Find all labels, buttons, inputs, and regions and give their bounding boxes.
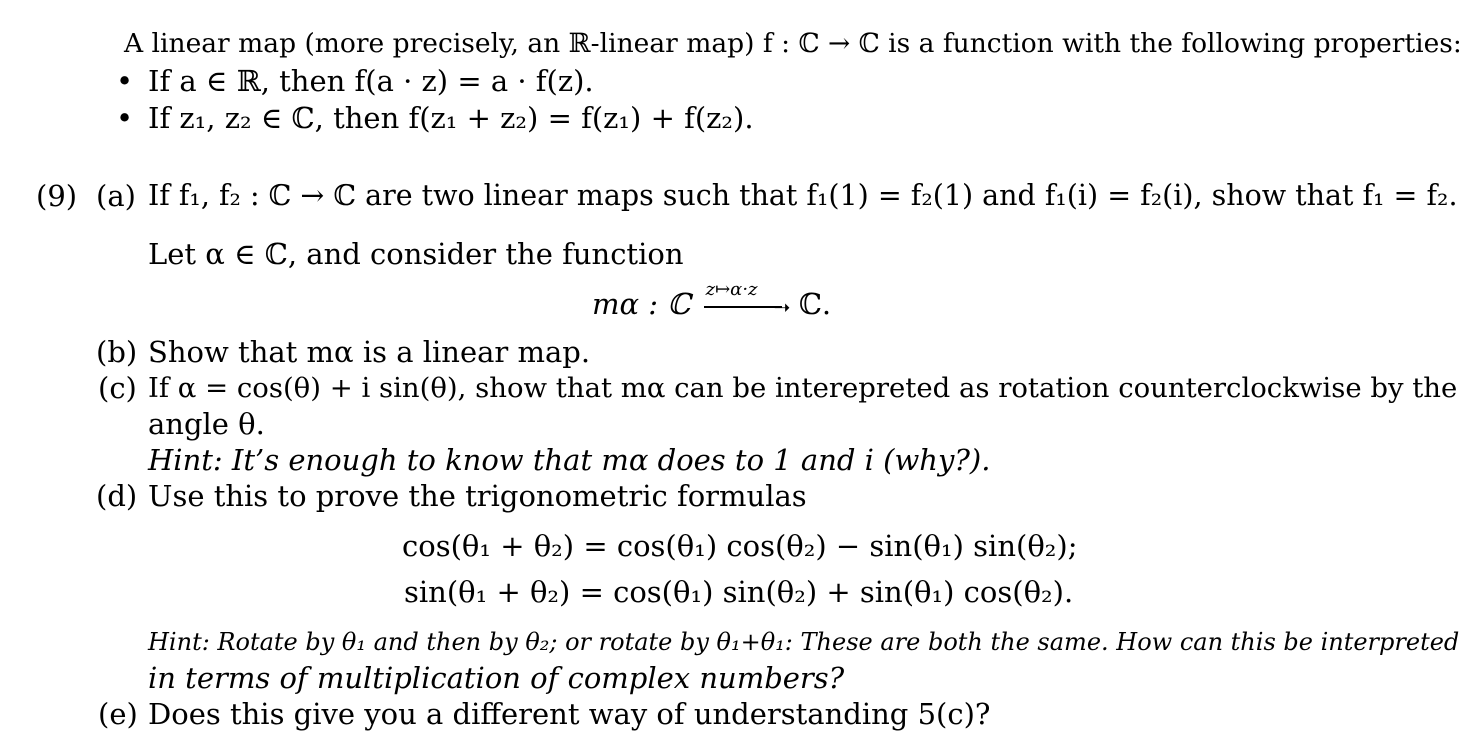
let-alpha-text: Let α ∈ ℂ, and consider the function [148,237,684,271]
function-definition [592,279,832,322]
part-e-label: (e) [98,697,138,731]
part-a-label: (a) [96,179,136,213]
definition-bullet-1: If a ∈ ℝ, then f(a · z) = a · f(z). [148,64,594,98]
bullet-icon: • [116,64,134,98]
definition-text: A linear map (more precisely, an ℝ-linear map) f : ℂ → ℂ is a function with the following properties: [124,28,1462,59]
part-c-text-line1: If α = cos(θ) + i sin(θ), show that mα can be interepreted as rotation counterclockwise by the [148,372,1458,404]
arrow-label: z↦α·z [705,279,758,300]
problem-number: (9) [36,179,78,213]
trig-formula-sin: sin(θ₁ + θ₂) = cos(θ₁) sin(θ₂) + sin(θ₁) cos(θ₂). [404,575,1074,609]
definition-bullet-2: If z₁, z₂ ∈ ℂ, then f(z₁ + z₂) = f(z₁) + f(z₂). [148,101,754,135]
part-e-text: Does this give you a different way of understanding 5(c)? [148,697,991,731]
part-d-hint-line1: Hint: Rotate by θ₁ and then by θ₂; or rotate by θ₁+θ₁: These are both the same. How can this be interpreted [148,628,1460,656]
function-lhs: mα : ℂ [592,287,691,321]
part-a-text: If f₁, f₂ : ℂ → ℂ are two linear maps such that f₁(1) = f₂(1) and f₁(i) = f₂(i), show that f₁ = f₂. [148,179,1458,212]
trig-formula-cos: cos(θ₁ + θ₂) = cos(θ₁) cos(θ₂) − sin(θ₁) sin(θ₂); [402,529,1078,563]
part-b-label: (b) [96,335,138,369]
function-rhs: ℂ. [798,287,832,321]
part-d-hint-line2: in terms of multiplication of complex numbers? [148,661,845,695]
arrow-head-icon: ➝ [773,295,791,319]
part-d-label: (d) [96,479,138,513]
part-d-text: Use this to prove the trigonometric formulas [148,479,807,513]
bullet-icon: • [116,101,134,135]
part-c-label: (c) [98,371,137,405]
part-b-text: Show that mα is a linear map. [148,335,591,369]
part-c-text-line2: angle θ. [148,407,265,441]
part-c-hint: Hint: It’s enough to know that mα does to 1 and i (why?). [148,443,991,477]
maps-to-arrow [700,279,791,320]
